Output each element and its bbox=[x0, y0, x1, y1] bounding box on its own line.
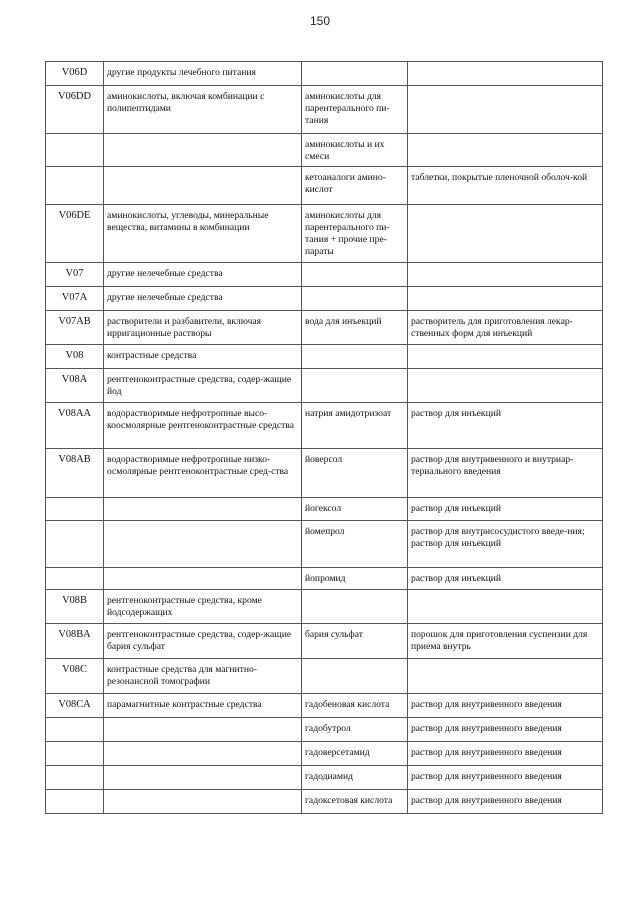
dosage-form-cell: раствор для внутривенного введения bbox=[408, 790, 603, 814]
atc-code-cell: V08C bbox=[46, 659, 104, 694]
dosage-form-cell bbox=[408, 134, 603, 167]
substance-cell: гадобеновая кислота bbox=[302, 694, 408, 718]
dosage-form-cell: порошок для приготовления суспензии для приема внутрь bbox=[408, 624, 603, 659]
table-row bbox=[46, 521, 603, 568]
table-row bbox=[46, 205, 603, 263]
table-row bbox=[46, 694, 603, 718]
atc-code-cell bbox=[46, 134, 104, 167]
table-row bbox=[46, 86, 603, 134]
atc-code-cell: V08CA bbox=[46, 694, 104, 718]
substance-cell bbox=[302, 590, 408, 624]
dosage-form-cell bbox=[408, 263, 603, 287]
substance-cell bbox=[302, 62, 408, 86]
table-row bbox=[46, 498, 603, 521]
dosage-form-cell: растворитель для приготовления лекар-ственных форм для инъекций bbox=[408, 311, 603, 345]
atc-group-cell bbox=[104, 718, 302, 742]
table-row bbox=[46, 134, 603, 167]
atc-group-cell: водорастворимые нефротропные низко-осмолярные рентгеноконтрастные сред-ства bbox=[104, 449, 302, 498]
dosage-form-cell bbox=[408, 659, 603, 694]
atc-code-cell: V07A bbox=[46, 287, 104, 311]
atc-group-cell bbox=[104, 568, 302, 590]
dosage-form-cell bbox=[408, 590, 603, 624]
substance-cell: бария сульфат bbox=[302, 624, 408, 659]
table-row bbox=[46, 568, 603, 590]
atc-code-cell: V08AA bbox=[46, 403, 104, 449]
table-row bbox=[46, 790, 603, 814]
atc-group-cell: рентгеноконтрастные средства, содер-жащие йод bbox=[104, 369, 302, 403]
atc-group-cell: аминокислоты, углеводы, минеральные вещества, витамины в комбинации bbox=[104, 205, 302, 263]
atc-group-cell bbox=[104, 167, 302, 205]
substance-cell: аминокислоты для парентерального пи-тания bbox=[302, 86, 408, 134]
dosage-form-cell bbox=[408, 369, 603, 403]
table-row bbox=[46, 62, 603, 86]
substance-cell: йогексол bbox=[302, 498, 408, 521]
atc-code-cell bbox=[46, 742, 104, 766]
table-row bbox=[46, 287, 603, 311]
atc-group-cell: водорастворимые нефротропные высо-коосмолярные рентгеноконтрастные средства bbox=[104, 403, 302, 449]
substance-cell: йопромид bbox=[302, 568, 408, 590]
table-row bbox=[46, 742, 603, 766]
table-row bbox=[46, 449, 603, 498]
dosage-form-cell: таблетки, покрытые пленочной оболоч-кой bbox=[408, 167, 603, 205]
dosage-form-cell: раствор для внутривенного и внутриар-териального введения bbox=[408, 449, 603, 498]
substance-cell bbox=[302, 263, 408, 287]
table-row bbox=[46, 718, 603, 742]
atc-group-cell bbox=[104, 742, 302, 766]
table-row bbox=[46, 624, 603, 659]
substance-cell bbox=[302, 659, 408, 694]
substance-cell: аминокислоты для парентерального пи-тания + прочие пре-параты bbox=[302, 205, 408, 263]
atc-group-cell: контрастные средства для магнитно-резонансной томографии bbox=[104, 659, 302, 694]
atc-code-cell bbox=[46, 521, 104, 568]
substance-cell: кетоаналоги амино-кислот bbox=[302, 167, 408, 205]
atc-group-cell bbox=[104, 521, 302, 568]
atc-group-cell: рентгеноконтрастные средства, содер-жащие бария сульфат bbox=[104, 624, 302, 659]
substance-cell bbox=[302, 369, 408, 403]
substance-cell bbox=[302, 287, 408, 311]
dosage-form-cell: раствор для внутрисосудистого введе-ния; раствор для инъекций bbox=[408, 521, 603, 568]
atc-group-cell: другие нелечебные средства bbox=[104, 287, 302, 311]
substance-cell: йоверсол bbox=[302, 449, 408, 498]
dosage-form-cell: раствор для внутривенного введения bbox=[408, 718, 603, 742]
substance-cell: гадоверсетамид bbox=[302, 742, 408, 766]
atc-group-cell bbox=[104, 766, 302, 790]
table-row bbox=[46, 659, 603, 694]
substance-cell: йомепрол bbox=[302, 521, 408, 568]
atc-group-cell: растворители и разбавители, включая ирригационные растворы bbox=[104, 311, 302, 345]
dosage-form-cell: раствор для внутривенного введения bbox=[408, 766, 603, 790]
substance-cell: гадоксетовая кислота bbox=[302, 790, 408, 814]
atc-group-cell bbox=[104, 790, 302, 814]
table-row bbox=[46, 167, 603, 205]
atc-code-cell bbox=[46, 766, 104, 790]
table-row bbox=[46, 766, 603, 790]
dosage-form-cell bbox=[408, 62, 603, 86]
table-row bbox=[46, 263, 603, 287]
atc-code-cell bbox=[46, 498, 104, 521]
dosage-form-cell bbox=[408, 86, 603, 134]
atc-table-body bbox=[46, 62, 603, 814]
dosage-form-cell bbox=[408, 345, 603, 369]
substance-cell: вода для инъекций bbox=[302, 311, 408, 345]
table-row bbox=[46, 345, 603, 369]
substance-cell: гадодиамид bbox=[302, 766, 408, 790]
atc-code-cell: V08B bbox=[46, 590, 104, 624]
dosage-form-cell: раствор для внутривенного введения bbox=[408, 742, 603, 766]
atc-group-cell: аминокислоты, включая комбинации с полипептидами bbox=[104, 86, 302, 134]
table-row bbox=[46, 311, 603, 345]
dosage-form-cell: раствор для инъекций bbox=[408, 568, 603, 590]
dosage-form-cell bbox=[408, 287, 603, 311]
substance-cell: аминокислоты и их смеси bbox=[302, 134, 408, 167]
dosage-form-cell bbox=[408, 205, 603, 263]
atc-code-cell bbox=[46, 790, 104, 814]
page-number: 150 bbox=[309, 14, 331, 28]
atc-group-cell: другие нелечебные средства bbox=[104, 263, 302, 287]
atc-group-cell: рентгеноконтрастные средства, кроме йодсодержащих bbox=[104, 590, 302, 624]
dosage-form-cell: раствор для инъекций bbox=[408, 403, 603, 449]
table-row bbox=[46, 369, 603, 403]
atc-code-cell bbox=[46, 167, 104, 205]
table-row bbox=[46, 590, 603, 624]
atc-code-cell: V08 bbox=[46, 345, 104, 369]
substance-cell: гадобутрол bbox=[302, 718, 408, 742]
atc-group-cell: контрастные средства bbox=[104, 345, 302, 369]
dosage-form-cell: раствор для внутривенного введения bbox=[408, 694, 603, 718]
atc-code-cell bbox=[46, 718, 104, 742]
table-row bbox=[46, 403, 603, 449]
atc-group-cell: парамагнитные контрастные средства bbox=[104, 694, 302, 718]
atc-code-cell bbox=[46, 568, 104, 590]
atc-code-cell: V08BA bbox=[46, 624, 104, 659]
atc-code-cell: V07AB bbox=[46, 311, 104, 345]
atc-code-cell: V07 bbox=[46, 263, 104, 287]
substance-cell: натрия амидотризоат bbox=[302, 403, 408, 449]
atc-drug-table bbox=[45, 61, 603, 814]
atc-code-cell: V06D bbox=[46, 62, 104, 86]
atc-group-cell: другие продукты лечебного питания bbox=[104, 62, 302, 86]
atc-group-cell bbox=[104, 498, 302, 521]
atc-code-cell: V06DE bbox=[46, 205, 104, 263]
dosage-form-cell: раствор для инъекций bbox=[408, 498, 603, 521]
substance-cell bbox=[302, 345, 408, 369]
atc-code-cell: V08AB bbox=[46, 449, 104, 498]
atc-code-cell: V08A bbox=[46, 369, 104, 403]
atc-code-cell: V06DD bbox=[46, 86, 104, 134]
atc-group-cell bbox=[104, 134, 302, 167]
